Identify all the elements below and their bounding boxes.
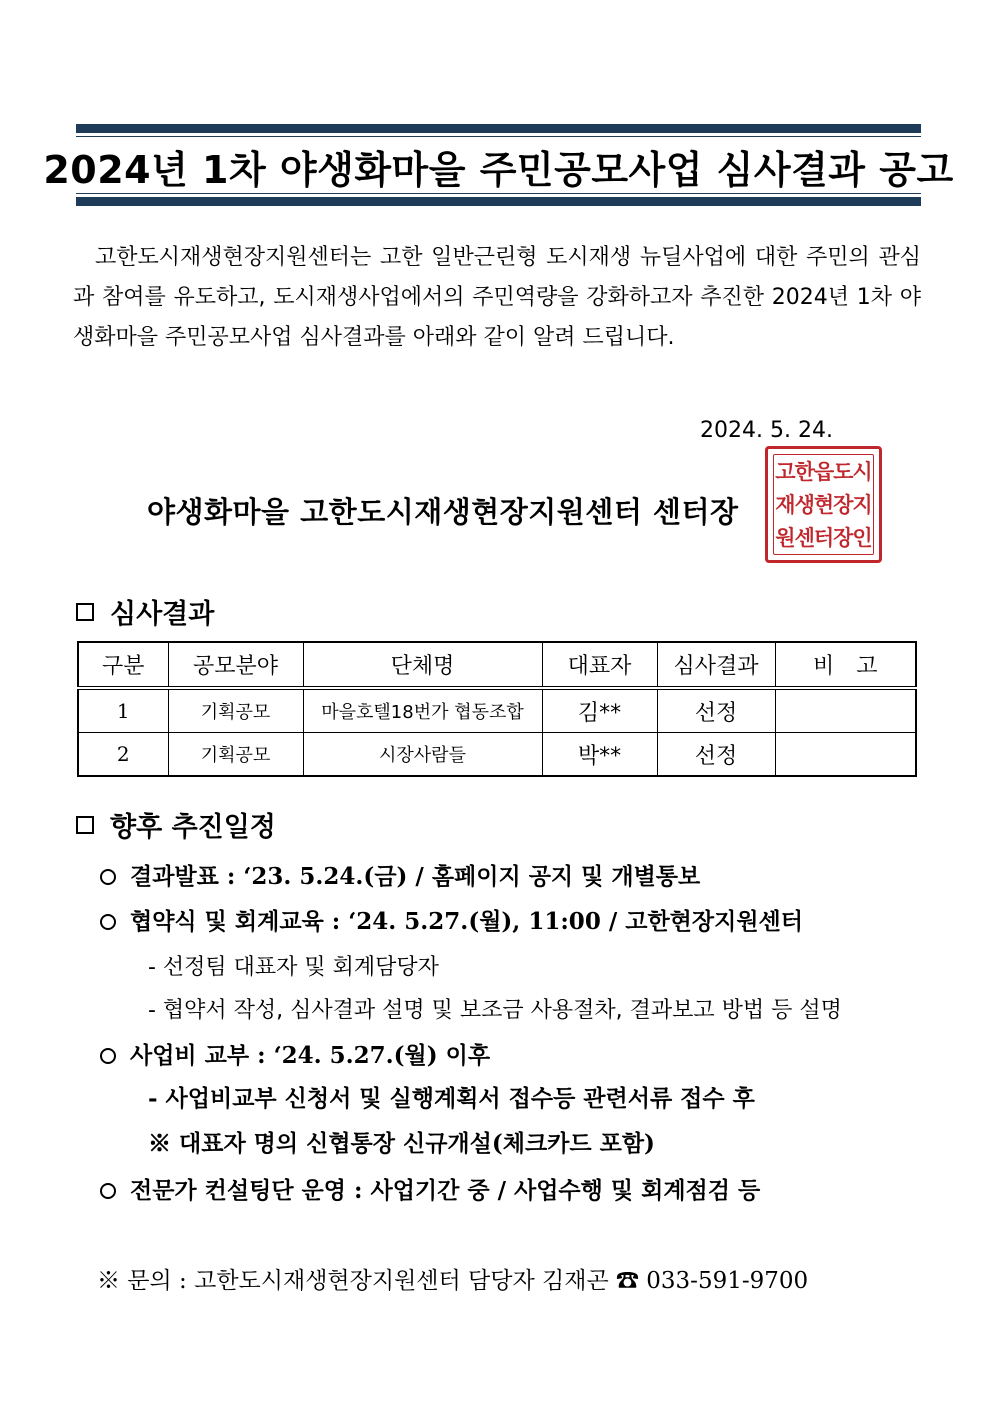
schedule-item	[100, 903, 803, 936]
column-header: 대표자	[542, 642, 657, 688]
cell-group: 마을호텔18번가 협동조합	[303, 688, 542, 733]
issuer-name: 야생화마을 고한도시재생현장지원센터 센터장	[147, 495, 739, 529]
schedule-heading-text: 향후 추진일정	[110, 812, 276, 843]
cell-note	[775, 688, 916, 733]
seal-text-line: 고한읍도시	[775, 459, 872, 484]
results-heading	[74, 592, 214, 631]
results-heading-text: 심사결과	[110, 599, 215, 630]
cell-no: 1	[78, 688, 168, 733]
cell-result: 선정	[657, 688, 775, 733]
schedule-item-text: 결과발표 : ‘23. 5.24.(금) / 홈페이지 공지 및 개별통보	[130, 863, 701, 890]
square-bullet-icon	[76, 603, 94, 621]
announcement-date: 2024. 5. 24.	[700, 418, 833, 443]
schedule-item	[100, 1037, 490, 1070]
schedule-subitem: - 협약서 작성, 심사결과 설명 및 보조금 사용절차, 결과보고 방법 등 설명	[148, 998, 842, 1023]
title-banner	[43, 124, 954, 206]
schedule-item-text: 사업비 교부 : ‘24. 5.27.(월) 이후	[130, 1042, 491, 1069]
seal-text-line: 원센터장인	[775, 525, 872, 550]
table-header-row	[78, 642, 916, 688]
column-header: 단체명	[303, 642, 542, 688]
circle-bullet-icon	[100, 869, 116, 885]
column-header: 공모분야	[168, 642, 303, 688]
circle-bullet-icon	[100, 1183, 116, 1199]
seal-text-line: 재생현장지	[775, 492, 872, 517]
schedule-heading	[74, 805, 276, 844]
contact-info: ※ 문의 : 고한도시재생현장지원센터 담당자 김재곤 ☎ 033-591-9700	[97, 1268, 809, 1294]
column-header: 심사결과	[657, 642, 775, 688]
intro-paragraph: 고한도시재생현장지원센터는 고한 일반근린형 도시재생 뉴딜사업에 대한 주민의 관심과 참여를 유도하고, 도시재생사업에서의 주민역량을 강화하고자 추진한 2024년 1차 야생화마을 주민공모사업 심사결과를 아래와 같이 알려 드립니다.	[73, 245, 921, 350]
schedule-item-text: 전문가 컨설팅단 운영 : 사업기간 중 / 사업수행 및 회계점검 등	[130, 1177, 761, 1204]
schedule-note: ※ 대표자 명의 신협통장 신규개설(체크카드 포함)	[148, 1130, 655, 1157]
cell-rep: 김**	[542, 688, 657, 733]
circle-bullet-icon	[100, 1048, 116, 1064]
cell-rep: 박**	[542, 733, 657, 777]
schedule-item	[100, 1172, 760, 1205]
table-row	[78, 688, 916, 733]
schedule-subitem: - 선정팀 대표자 및 회계담당자	[148, 955, 439, 980]
cell-field: 기획공모	[168, 733, 303, 777]
column-header: 비 고	[775, 642, 916, 688]
circle-bullet-icon	[100, 914, 116, 930]
document-title: 2024년 1차 야생화마을 주민공모사업 심사결과 공고	[43, 147, 954, 192]
schedule-item-text: 협약식 및 회계교육 : ‘24. 5.27.(월), 11:00 / 고한현장지원센터	[130, 908, 803, 935]
cell-note	[775, 733, 916, 777]
column-header: 구분	[78, 642, 168, 688]
cell-result: 선정	[657, 733, 775, 777]
cell-no: 2	[78, 733, 168, 777]
cell-field: 기획공모	[168, 688, 303, 733]
results-table	[77, 641, 917, 777]
square-bullet-icon	[76, 816, 94, 834]
table-row	[78, 733, 916, 777]
schedule-subitem: - 사업비교부 신청서 및 실행계획서 접수등 관련서류 접수 후	[148, 1085, 755, 1112]
schedule-item	[100, 858, 700, 891]
official-seal	[765, 446, 882, 563]
cell-group: 시장사람들	[303, 733, 542, 777]
